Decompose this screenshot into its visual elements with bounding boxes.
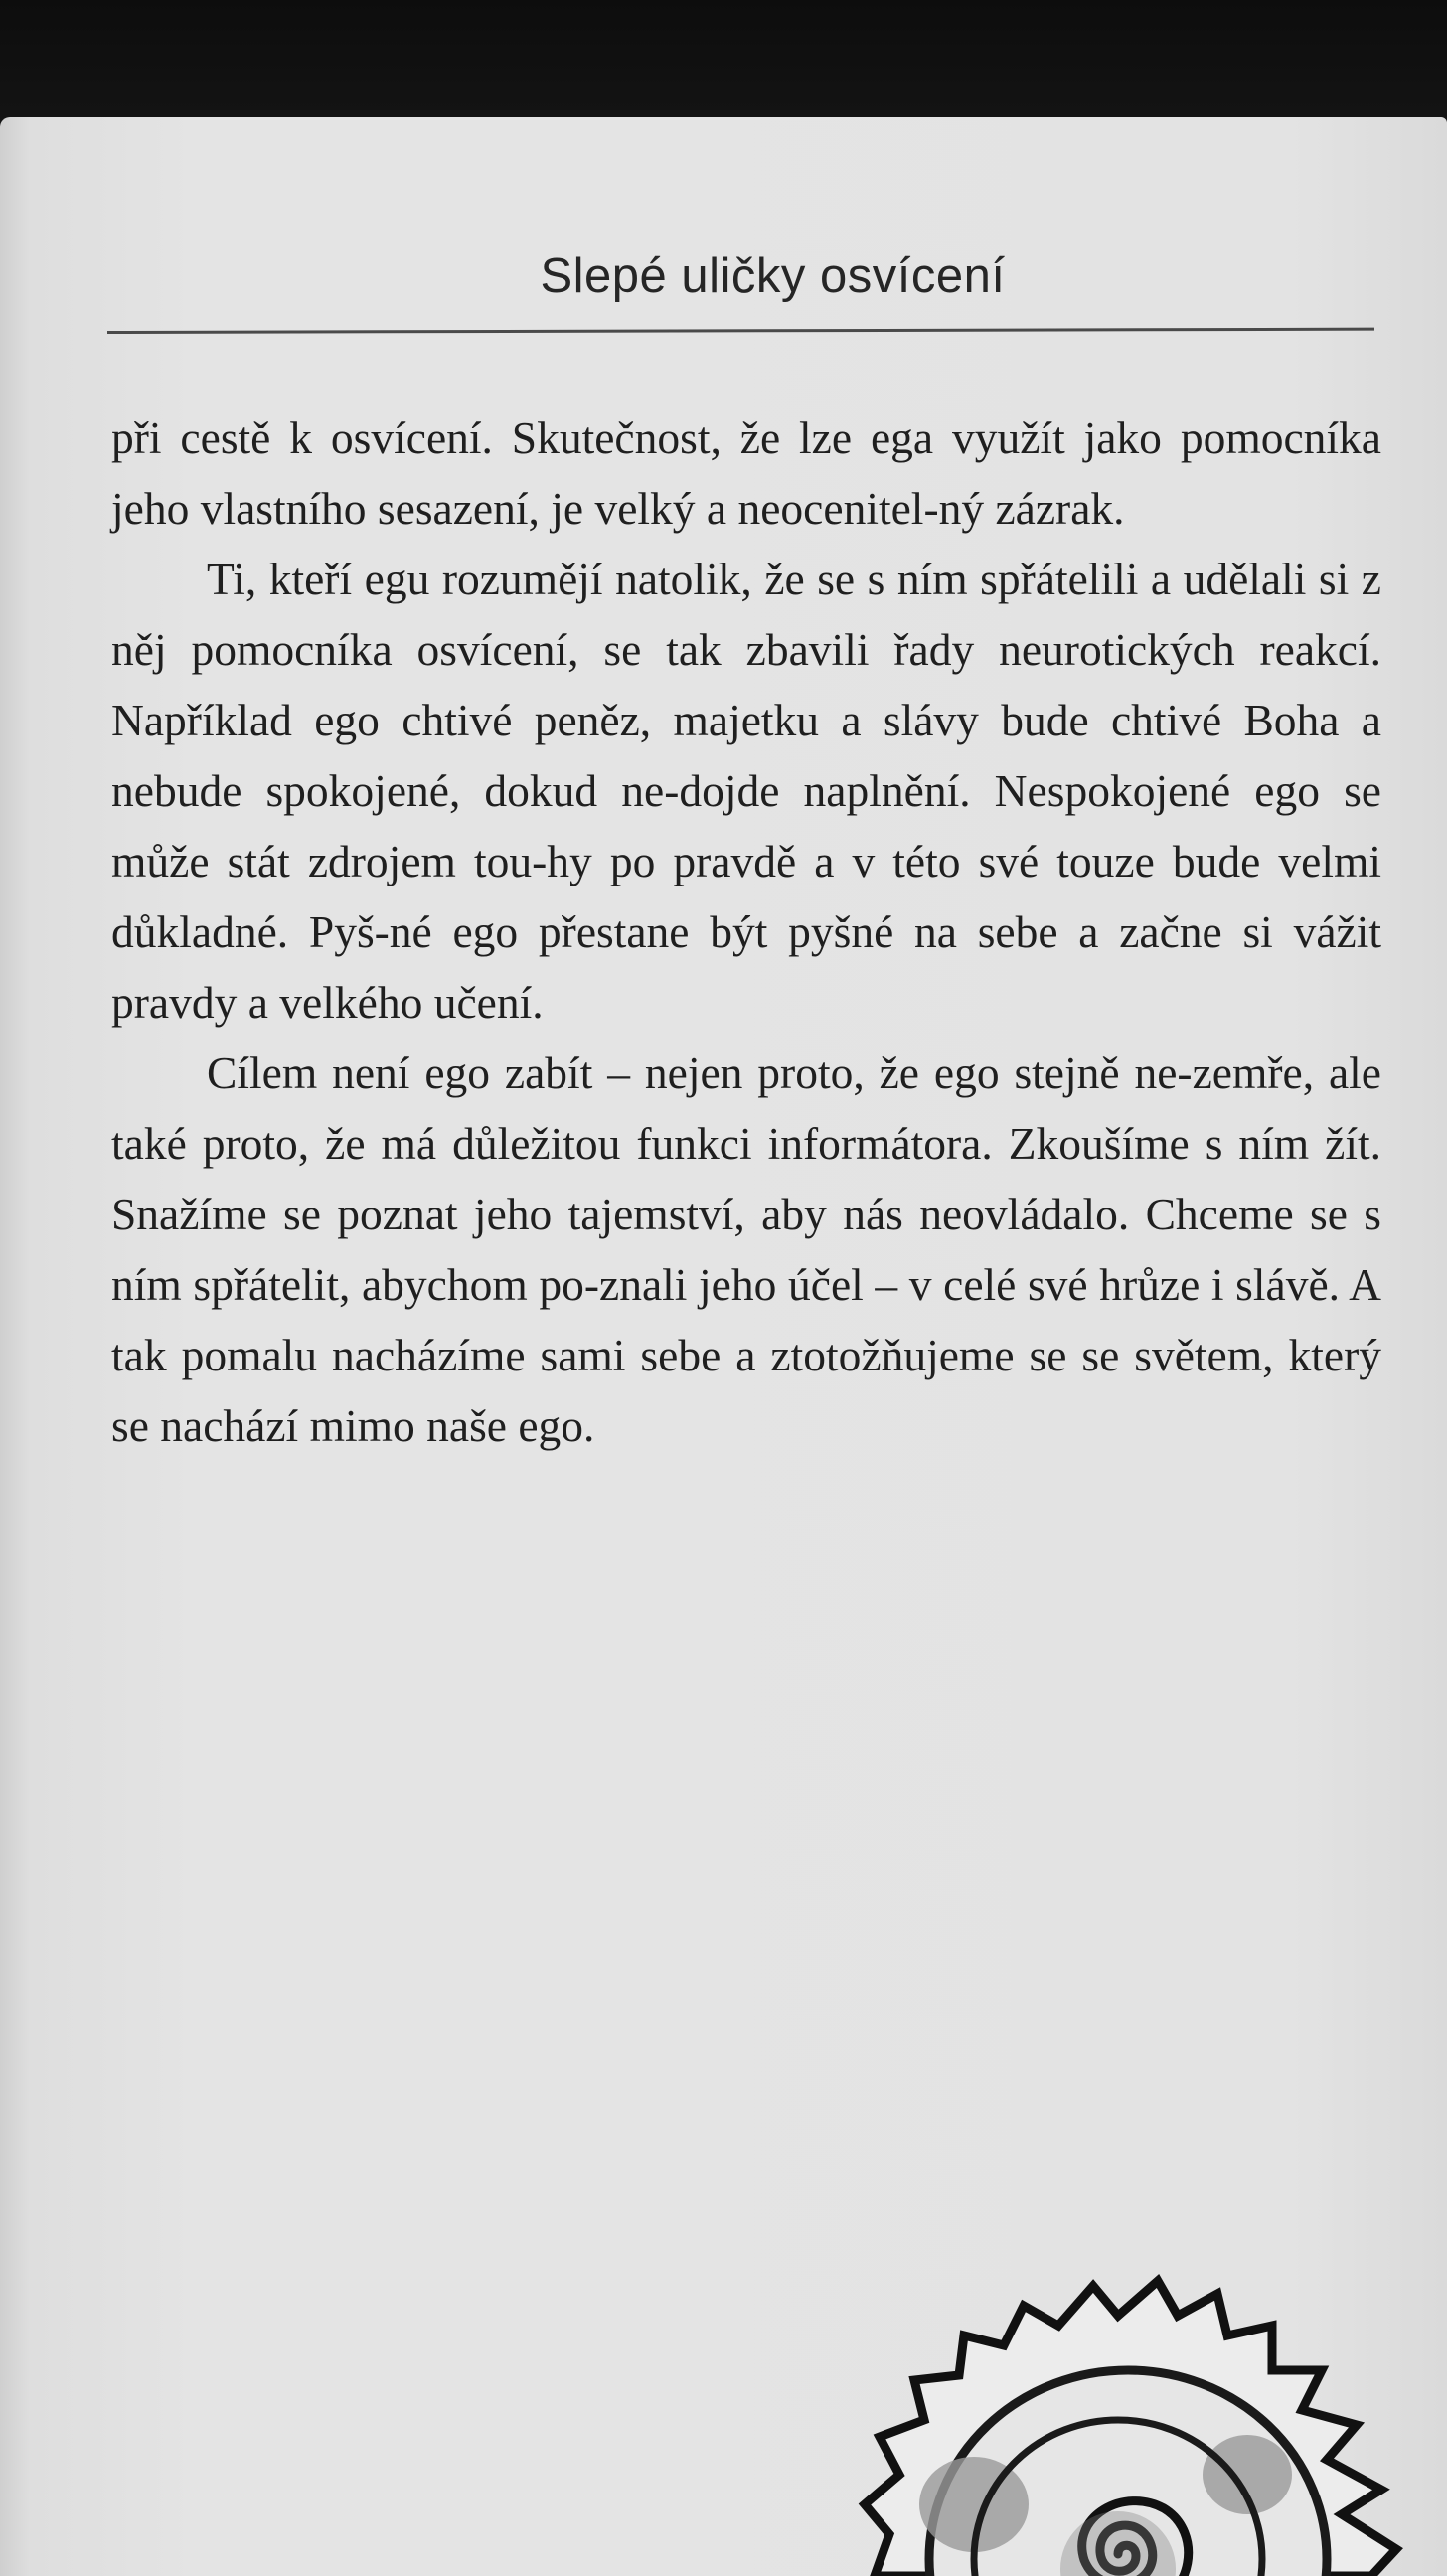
running-title: Slepé uličky osvícení [540, 249, 1006, 303]
spiral-sun-ornament-icon [855, 2176, 1411, 2576]
paragraph-1: při cestě k osvícení. Skutečnost, že lze ega využít jako pomocníka jeho vlastního sesazení, je velký a neocenitel-ný zázrak. [111, 412, 1381, 534]
paragraph-3: Cílem není ego zabít – nejen proto, že ego stejně ne-zemře, ale také proto, že má důležitou funkci informátora. Zkoušíme s ním žít. Snažíme se poznat jeho tajemství, aby nás neovládalo. Chceme se s ním spřátelit, abychom po-znali jeho účel – v celé své hrůze i slávě. A tak pomalu nacházíme sami sebe a ztotožňujeme se se světem, který se nachází mimo naše ego. [111, 1047, 1381, 1451]
body-text [111, 402, 1381, 1461]
paragraph-2: Ti, kteří egu rozumějí natolik, že se s ním spřátelili a udělali si z něj pomocníka osvícení, se tak zbavili řady neurotických reakcí. Například ego chtivé peněz, majetku a slávy bude chtivé Boha a nebude spokojené, dokud ne-dojde naplnění. Nespokojené ego se může stát zdrojem tou-hy po pravdě a v této své touze bude velmi důkladné. Pyš-né ego přestane být pyšné na sebe a začne si vážit pravdy a velkého učení. [111, 554, 1381, 1028]
